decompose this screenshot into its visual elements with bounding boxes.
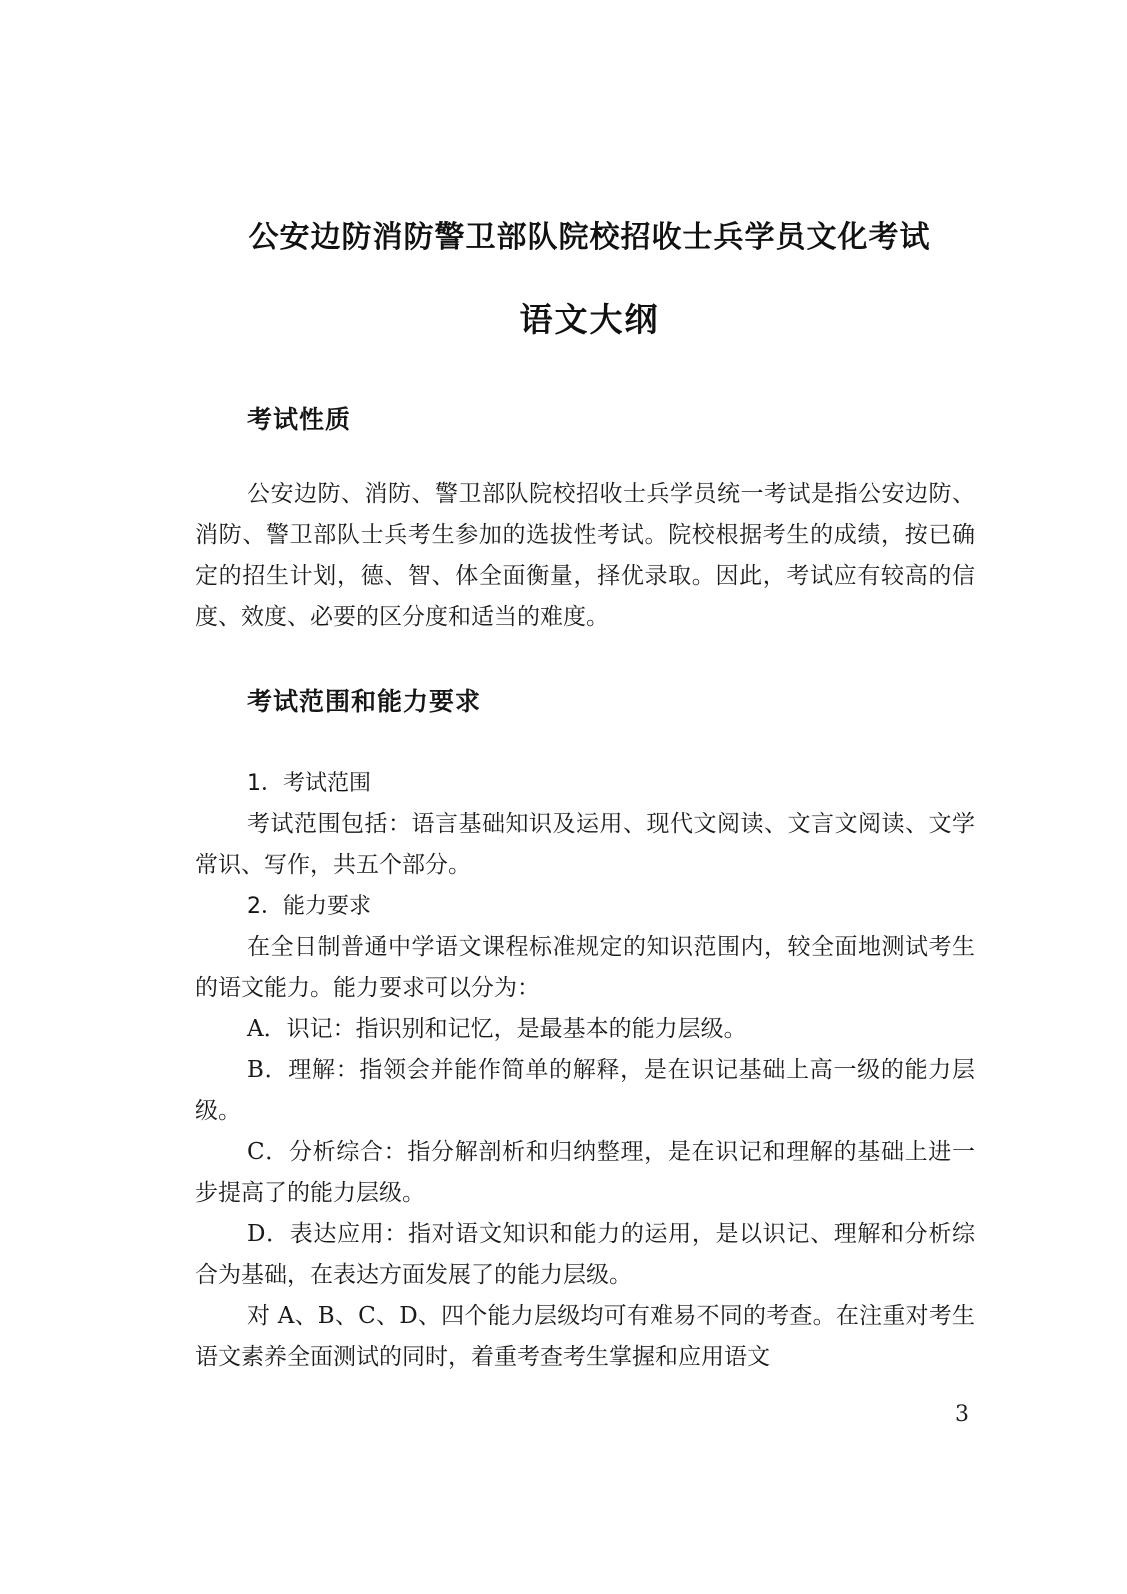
- exam-nature-paragraph: 公安边防、消防、警卫部队院校招收士兵学员统一考试是指公安边防、消防、警卫部队士兵考生参加的选拔性考试。院校根据考生的成绩，按已确定的招生计划，德、智、体全面衡量，择优录取。因此，考试应有较高的信度、效度、必要的区分度和适当的难度。: [195, 481, 975, 630]
- section-body-scope-and-ability: [195, 763, 975, 1378]
- page-number: 3: [955, 1402, 969, 1427]
- subheading-exam-scope: 1．考试范围: [247, 771, 371, 796]
- subheading-ability-requirements: 2．能力要求: [247, 894, 371, 919]
- exam-scope-paragraph: 考试范围包括：语言基础知识及运用、现代文阅读、文言文阅读、文学常识、写作，共五个部分。: [195, 811, 975, 878]
- ability-requirements-paragraph: 在全日制普通中学语文课程标准规定的知识范围内，较全面地测试考生的语文能力。能力要求可以分为：: [195, 934, 975, 1001]
- section-heading-exam-nature: 考试性质: [247, 405, 352, 434]
- ability-level-c: C．分析综合：指分解剖析和归纳整理，是在识记和理解的基础上进一步提高了的能力层级。: [195, 1139, 975, 1206]
- document-title: 公安边防消防警卫部队院校招收士兵学员文化考试: [248, 220, 931, 255]
- ability-level-d: D．表达应用：指对语文知识和能力的运用，是以识记、理解和分析综合为基础，在表达方面发展了的能力层级。: [195, 1221, 975, 1288]
- ability-level-b: B．理解：指领会并能作简单的解释，是在识记基础上高一级的能力层级。: [195, 1057, 975, 1124]
- section-heading-scope-and-ability: 考试范围和能力要求: [247, 687, 482, 716]
- closing-paragraph: 对 A、B、C、D、四个能力层级均可有难易不同的考查。在注重对考生语文素养全面测试的同时，着重考查考生掌握和应用语文: [195, 1303, 975, 1370]
- document-subtitle: 语文大纲: [519, 300, 660, 339]
- section-body-exam-nature: [195, 474, 975, 638]
- ability-level-a: A．识记：指识别和记忆，是最基本的能力层级。: [247, 1016, 747, 1042]
